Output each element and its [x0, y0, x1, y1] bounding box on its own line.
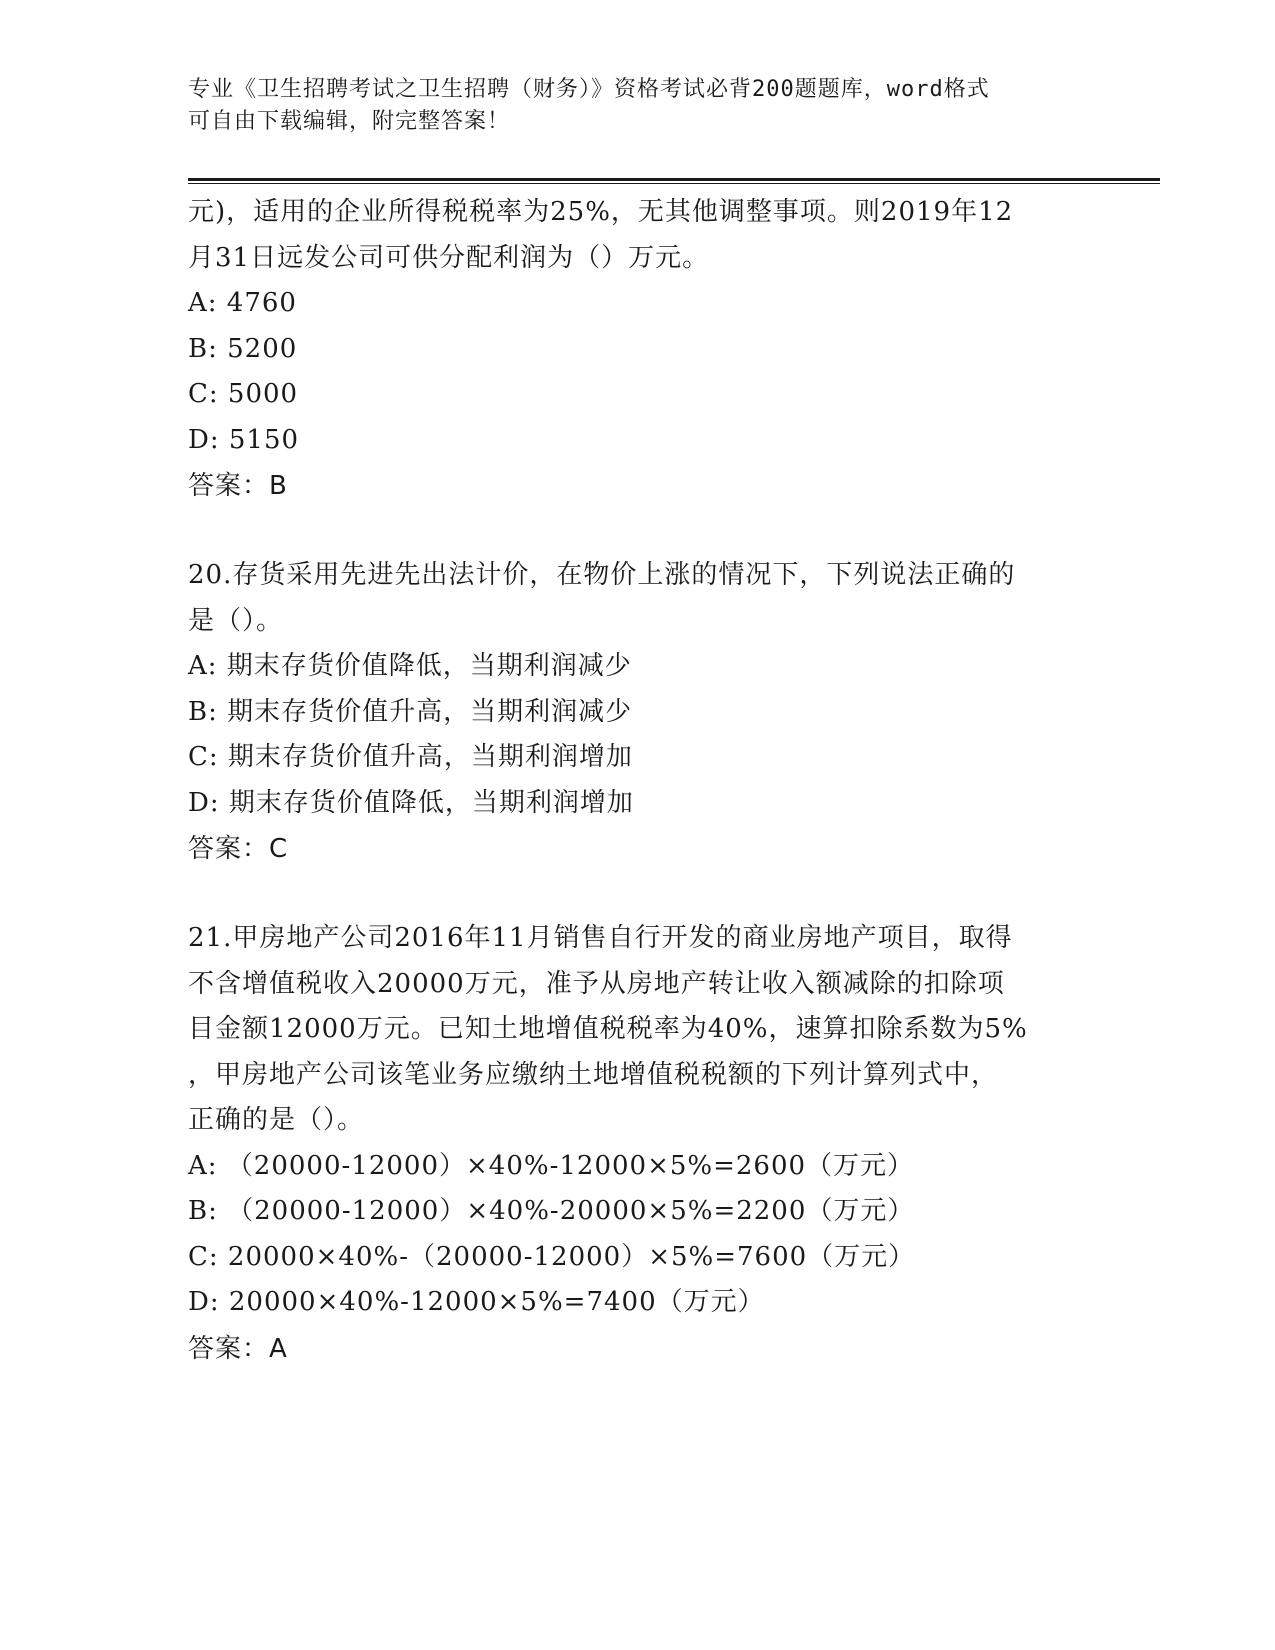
question-text-line: 不含增值税收入20000万元，准予从房地产转让收入额减除的扣除项: [188, 968, 1005, 999]
option-b: B: （20000-12000）×40%-20000×5%=2200（万元）: [188, 1196, 915, 1226]
answer-line: 答案：C: [188, 834, 289, 864]
option-a: A: 4760: [188, 288, 297, 318]
answer-line: 答案：A: [188, 1333, 288, 1364]
question-21: [188, 916, 1088, 1372]
question-text-line: 20.存货采用先进先出法计价，在物价上涨的情况下，下列说法正确的: [188, 560, 1016, 590]
question-text-line: 月31日远发公司可供分配利润为（）万元。: [188, 242, 710, 273]
question-spacer: [188, 872, 1088, 916]
question-text-line: 21.甲房地产公司2016年11月销售自行开发的商业房地产项目，取得: [188, 923, 1013, 953]
question-text-line: 目金额12000万元。已知土地增值税税率为40%，速算扣除系数为5%: [188, 1014, 1028, 1044]
question-spacer: [188, 509, 1088, 553]
option-d: D: 期末存货价值降低，当期利润增加: [188, 787, 634, 818]
option-c: C: 20000×40%-（20000-12000）×5%=7600（万元）: [188, 1241, 916, 1272]
header-divider-thin: [188, 183, 1160, 184]
option-b: B: 5200: [188, 333, 298, 364]
question-text-line: ，甲房地产公司该笔业务应缴纳土地增值税税额的下列计算列式中，: [188, 1059, 999, 1090]
header-title-line-1: 专业《卫生招聘考试之卫生招聘（财务）》资格考试必背200题题库，word格式: [188, 77, 990, 102]
option-a: A: （20000-12000）×40%-12000×5%=2600（万元）: [188, 1150, 915, 1181]
question-19-continued: [188, 190, 1088, 509]
header-title-line-2: 可自由下载编辑，附完整答案！: [188, 109, 511, 134]
option-a: A: 期末存货价值降低，当期利润减少: [188, 651, 632, 681]
question-text-line: 元)，适用的企业所得税税率为25%，无其他调整事项。则2019年12: [188, 197, 1014, 227]
question-text-line: 正确的是（）。: [188, 1105, 365, 1135]
option-b: B: 期末存货价值升高，当期利润减少: [188, 696, 633, 727]
question-text-line: 是（）。: [188, 605, 284, 636]
question-20: [188, 553, 1088, 872]
question-list: [188, 190, 1088, 1372]
header-divider-thick: [188, 178, 1160, 181]
option-d: D: 5150: [188, 424, 300, 455]
page-header: [188, 74, 1088, 138]
answer-line: 答案：B: [188, 471, 288, 501]
option-d: D: 20000×40%-12000×5%=7400（万元）: [188, 1287, 765, 1317]
option-c: C: 5000: [188, 379, 299, 409]
option-c: C: 期末存货价值升高，当期利润增加: [188, 742, 633, 772]
